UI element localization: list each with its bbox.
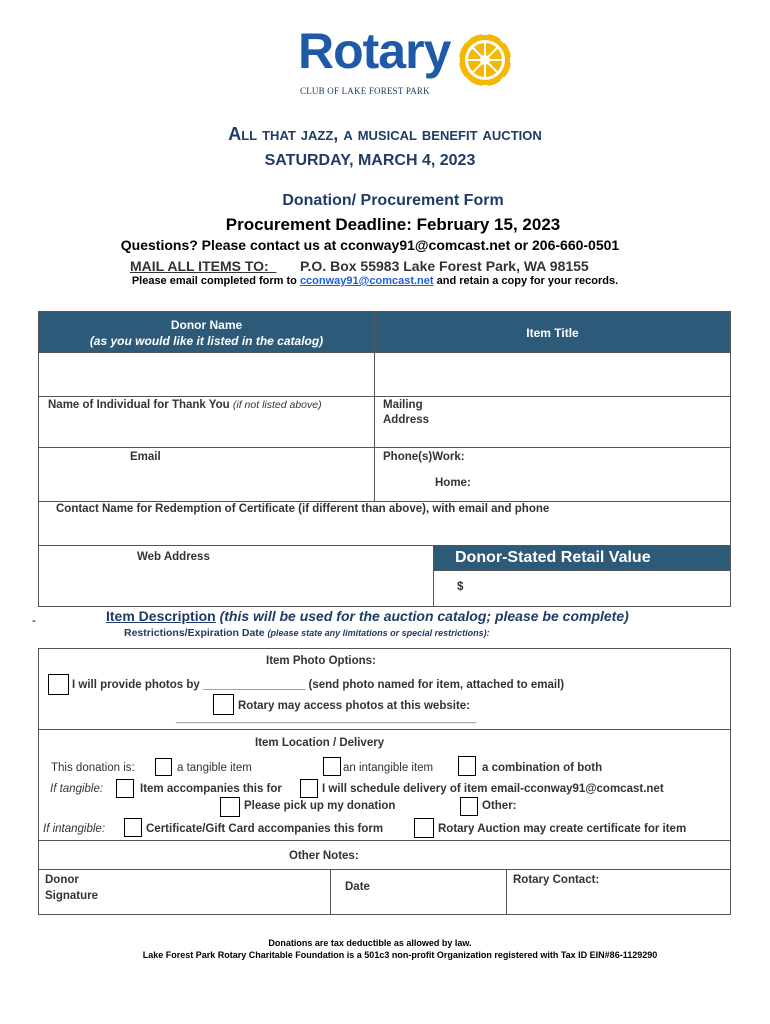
phone-home-label: Home: — [435, 477, 471, 489]
email-instructions — [0, 275, 750, 287]
other-notes-field[interactable] — [38, 840, 731, 870]
donor-signature-label-2: Signature — [45, 890, 99, 902]
schedule-delivery-label: I will schedule delivery of item email-cconway91@comcast.net — [322, 783, 664, 795]
rotary-club-subtitle: CLUB OF LAKE FOREST PARK — [300, 86, 430, 96]
donor-name-header — [38, 311, 375, 353]
retail-value-header — [433, 545, 731, 571]
date-label: Date — [345, 881, 370, 893]
form-title: Donation/ Procurement Form — [282, 192, 504, 209]
if-intangible-label: If intangible: — [43, 823, 106, 835]
item-description-note: (this will be used for the auction catalog; please be complete) — [219, 608, 629, 624]
thank-you-label-text: Name of Individual for Thank You — [48, 399, 230, 411]
item-description-heading — [106, 608, 629, 624]
mail-address: P.O. Box 55983 Lake Forest Park, WA 98155 — [300, 258, 589, 274]
retail-value-field[interactable] — [433, 570, 731, 607]
thank-you-note: (if not listed above) — [232, 399, 322, 411]
tangible-checkbox[interactable] — [155, 758, 172, 776]
donor-name-sublabel: (as you would like it listed in the catalog) — [89, 334, 324, 348]
mailing-address-field[interactable] — [374, 396, 731, 448]
accompanies-label: Item accompanies this for — [140, 783, 282, 795]
restrictions-heading — [124, 627, 490, 639]
other-label: Other: — [482, 800, 517, 812]
restrictions-label: Restrictions/Expiration Date — [124, 627, 265, 639]
item-title-label: Item Title — [526, 326, 579, 340]
mail-items-label: MAIL ALL ITEMS TO: — [130, 258, 277, 274]
donor-signature-field[interactable] — [38, 869, 331, 915]
photo-provide-checkbox[interactable] — [48, 674, 69, 695]
donor-name-field[interactable] — [38, 352, 375, 397]
email-label: Email — [130, 451, 161, 463]
rotary-wheel-icon — [455, 30, 515, 90]
rotary-contact-field[interactable] — [506, 869, 731, 915]
event-date: SATURDAY, MARCH 4, 2023 — [264, 152, 476, 169]
date-field[interactable] — [330, 869, 507, 915]
if-tangible-label: If tangible: — [50, 783, 104, 795]
rotary-create-checkbox[interactable] — [414, 818, 434, 838]
web-address-label: Web Address — [137, 551, 210, 563]
intangible-checkbox[interactable] — [323, 757, 341, 776]
thank-you-name-field[interactable] — [38, 396, 375, 448]
mailing-label-2: Address — [383, 414, 430, 426]
stray-dash: - — [32, 613, 36, 627]
thank-you-label — [48, 399, 322, 411]
item-title-field[interactable] — [374, 352, 731, 397]
other-checkbox[interactable] — [460, 797, 478, 816]
retail-value-label: Donor-Stated Retail Value — [455, 549, 651, 566]
certificate-label: Certificate/Gift Card accompanies this form — [146, 823, 384, 835]
rotary-logo-text: Rotary — [298, 23, 451, 79]
item-description-label: Item Description — [106, 608, 216, 624]
pickup-checkbox[interactable] — [220, 797, 240, 817]
procurement-deadline: Procurement Deadline: February 15, 2023 — [225, 215, 561, 234]
rotary-create-label: Rotary Auction may create certificate for item — [438, 823, 687, 835]
this-donation-is-label: This donation is: — [51, 762, 135, 774]
photo-provide-label: I will provide photos by ________________ (send photo named for item, attached to email) — [72, 679, 565, 691]
photo-website-checkbox[interactable] — [213, 694, 234, 715]
web-address-field[interactable] — [38, 545, 434, 607]
phone-work-label: Phone(s)Work: — [383, 451, 465, 463]
certificate-checkbox[interactable] — [124, 818, 142, 837]
email-field[interactable] — [38, 447, 375, 502]
dollar-sign: $ — [457, 581, 464, 593]
intangible-label: an intangible item — [343, 762, 434, 774]
email-note-pre: Please email completed form to — [131, 275, 297, 287]
item-title-header — [374, 311, 731, 353]
donor-name-label: Donor Name — [170, 318, 243, 332]
other-notes-label: Other Notes: — [289, 850, 359, 862]
phone-field[interactable] — [374, 447, 731, 502]
photo-options-title: Item Photo Options: — [266, 655, 376, 667]
contact-redemption-field[interactable] — [38, 501, 731, 546]
footer-ein: Lake Forest Park Rotary Charitable Foundation is a 501c3 non-profit Organization registered with Tax ID EIN#86-1129290 — [142, 950, 658, 960]
contact-redemption-label: Contact Name for Redemption of Certificate (if different than above), with email and phone — [56, 503, 550, 515]
delivery-title: Item Location / Delivery — [255, 737, 385, 749]
combination-checkbox[interactable] — [458, 756, 476, 776]
pickup-label: Please pick up my donation — [244, 800, 396, 812]
tangible-label: a tangible item — [177, 762, 252, 774]
donor-signature-label-1: Donor — [45, 874, 79, 886]
mailing-label-1: Mailing — [383, 399, 423, 411]
email-link[interactable]: cconway91@comcast.net — [299, 275, 434, 287]
photo-website-line: ______________________________________________________ — [176, 713, 477, 724]
schedule-delivery-checkbox[interactable] — [300, 779, 318, 798]
photo-website-label: Rotary may access photos at this website: — [238, 700, 470, 712]
photo-options-section — [38, 648, 731, 730]
email-note-post: and retain a copy for your records. — [436, 275, 619, 287]
restrictions-note: (please state any limitations or special restrictions): — [267, 628, 490, 638]
accompanies-checkbox[interactable] — [116, 779, 134, 798]
rotary-contact-label: Rotary Contact: — [513, 874, 600, 886]
combination-label: a combination of both — [482, 762, 603, 774]
contact-questions: Questions? Please contact us at cconway91@comcast.net or 206-660-0501 — [120, 237, 620, 253]
event-title: All that jazz, a musical benefit auction — [228, 124, 542, 144]
footer-tax-deductible: Donations are tax deductible as allowed by law. — [268, 938, 472, 948]
